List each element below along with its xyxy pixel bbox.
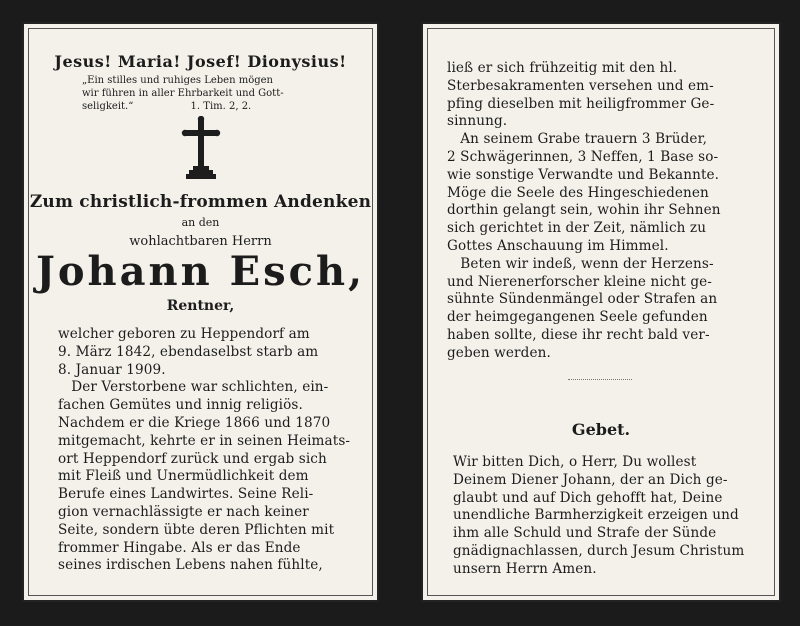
- memorial-title: Zum christlich-frommen Andenken: [29, 192, 372, 212]
- latin-cross-icon: [181, 116, 221, 180]
- dedication-preposition: an den: [181, 216, 220, 229]
- occupation: Rentner,: [166, 298, 235, 314]
- biography-continued-text: ließ er sich frühzeitig mit den hl. Sterbesakramenten versehen und em- pfing dieselben mit heiligfrommer Ge- sinnung. An seinem Grabe trauern 3 Brüder, 2 Schwägerinnen, 3 Neffen, 1 Base so- wie sonstige Verwandte und Bekannte. Möge die Seele des Hingeschiedenen dorthin gelangt sein, wohin ihr Sehnen sich gerichtet in der Zeit, nämlich zu Gottes Anschauung im Himmel. Beten wir indeß, wenn der Herzens- und Nierenerforscher kleine nicht ge- sühnte Sündenmängel oder Strafen an der heimgegangenen Seele gefunden haben sollte, diese ihr recht bald ver- geben werden.: [447, 60, 721, 361]
- prayer-title: Gebet.: [571, 420, 631, 439]
- prayer-text: Wir bitten Dich, o Herr, Du wollest Deinem Diener Johann, der an Dich ge- glaubt und auf Dich gehofft hat, Deine unendliche Barmherzigkeit erzeigen und ihm alle Schuld und Strafe der Sünde gnädignachlassen, durch Jesum Christum unsern Herrn Amen.: [453, 454, 745, 577]
- divider: [568, 379, 632, 380]
- memorial-card-front: [22, 22, 379, 602]
- memorial-card-back: [421, 22, 781, 602]
- honorific: wohlachtbaren Herrn: [129, 234, 272, 249]
- deceased-name: Johann Esch,: [35, 248, 366, 295]
- scripture-quote: „Ein stilles und ruhiges Leben mögen wir führen in aller Ehrbarkeit und Gott- seligkeit.“ 1. Tim. 2, 2.: [82, 75, 284, 112]
- biography-text: welcher geboren zu Heppendorf am 9. März 1842, ebendaselbst starb am 8. Januar 1909. Der Verstorbene war schlichten, ein- fachen Gemütes und innig religiös. Nachdem er die Kriege 1866 und 1870 mitgemacht, kehrte er in seinen Heimats- ort Heppendorf zurück und ergab sich mit Fleiß und Unermüdlichkeit dem Berufe eines Landwirtes. Seine Reli- gion vernachlässigte er nach keiner Seite, sondern übte deren Pflichten mit frommer Hingabe. Als er das Ende seines irdischen Lebens nahen fühlte,: [58, 326, 351, 574]
- invocation-header: Jesus! Maria! Josef! Dionysius!: [54, 52, 347, 71]
